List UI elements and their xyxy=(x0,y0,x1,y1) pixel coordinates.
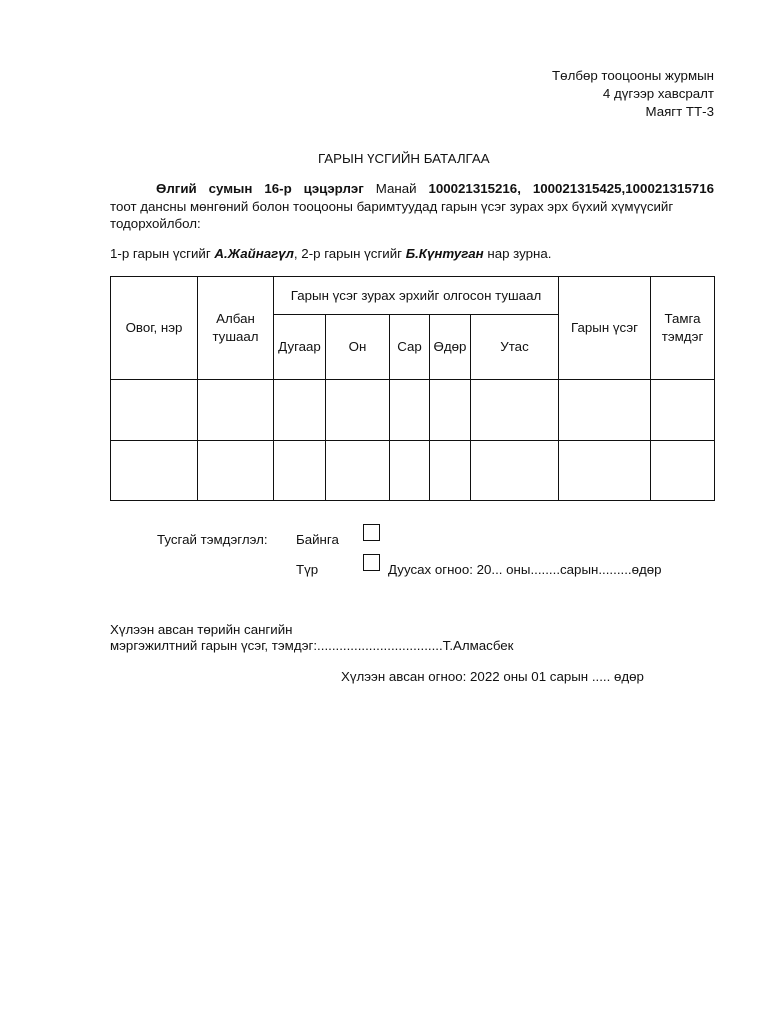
receiver-line-1: Хүлээн авсан төрийн сангийн xyxy=(110,622,293,637)
table-cell[interactable] xyxy=(198,441,274,501)
signature-table xyxy=(110,276,715,501)
table-cell[interactable] xyxy=(390,380,430,441)
expiry-date-line: Дуусах огноо: 20... оны........сарын.........өдөр xyxy=(388,562,662,577)
first-signer-name: А.Жайнагүл xyxy=(214,246,294,261)
table-row xyxy=(111,380,715,441)
org-name: Өлгий сумын 16-р цэцэрлэг xyxy=(156,181,364,196)
intro-line-1 xyxy=(110,181,714,196)
table-cell[interactable] xyxy=(390,441,430,501)
received-date: Хүлээн авсан огноо: 2022 оны 01 сарын ..... өдөр xyxy=(341,669,644,684)
first-signer-label: 1-р гарын үсгийг xyxy=(110,246,215,261)
signers-tail: нар зурна. xyxy=(483,246,552,261)
temporary-checkbox[interactable] xyxy=(363,554,380,571)
intro-line-2: тоот дансны мөнгөний болон тооцооны баримтуудад гарын үсэг зурах эрх бүхий хүмүүсийг xyxy=(110,199,674,214)
header-month: Сар xyxy=(390,315,430,380)
header-name: Овог, нэр xyxy=(111,277,198,380)
table-cell[interactable] xyxy=(471,441,559,501)
table-cell[interactable] xyxy=(559,380,651,441)
header-stamp: Тамга тэмдэг xyxy=(651,277,715,380)
table-row xyxy=(111,441,715,501)
header-order-number: Дугаар xyxy=(274,315,326,380)
special-note-label: Тусгай тэмдэглэл: xyxy=(157,532,268,547)
permanent-checkbox[interactable] xyxy=(363,524,380,541)
receiver-signature-line: мэргэжилтний гарын үсэг, тэмдэг:..................................Т.Алмасбек xyxy=(110,638,514,653)
header-year: Он xyxy=(326,315,390,380)
table-cell[interactable] xyxy=(651,441,715,501)
header-phone: Утас xyxy=(471,315,559,380)
table-cell[interactable] xyxy=(559,441,651,501)
permanent-label: Байнга xyxy=(296,532,339,547)
header-line-3: Маягт ТТ-3 xyxy=(645,104,714,119)
table-cell[interactable] xyxy=(274,380,326,441)
header-position: Албан тушаал xyxy=(198,277,274,380)
intro-line-3: тодорхойлбол: xyxy=(110,216,201,231)
header-line-1: Төлбөр тооцооны журмын xyxy=(552,68,714,83)
table-cell[interactable] xyxy=(430,441,471,501)
temporary-label: Түр xyxy=(296,562,319,577)
table-cell[interactable] xyxy=(111,441,198,501)
table-cell[interactable] xyxy=(430,380,471,441)
table-cell[interactable] xyxy=(198,380,274,441)
table-cell[interactable] xyxy=(651,380,715,441)
second-signer-name: Б.Күнтуган xyxy=(405,246,484,261)
header-day: Өдөр xyxy=(430,315,471,380)
header-authority-order: Гарын үсэг зурах эрхийг олгосон тушаал xyxy=(274,277,559,315)
table-cell[interactable] xyxy=(274,441,326,501)
table-cell[interactable] xyxy=(111,380,198,441)
table-cell[interactable] xyxy=(326,380,390,441)
table-cell[interactable] xyxy=(471,380,559,441)
account-numbers: 100021315216, 100021315425,100021315716 xyxy=(428,181,714,196)
header-line-2: 4 дүгээр хавсралт xyxy=(602,86,714,101)
intro-manai: Манай xyxy=(363,181,429,196)
table-cell[interactable] xyxy=(326,441,390,501)
second-signer-label: , 2-р гарын үсгийг xyxy=(293,246,406,261)
header-signature: Гарын үсэг xyxy=(559,277,651,380)
page-title: ГАРЫН ҮСГИЙН БАТАЛГАА xyxy=(318,151,490,166)
signers-line xyxy=(110,246,551,261)
